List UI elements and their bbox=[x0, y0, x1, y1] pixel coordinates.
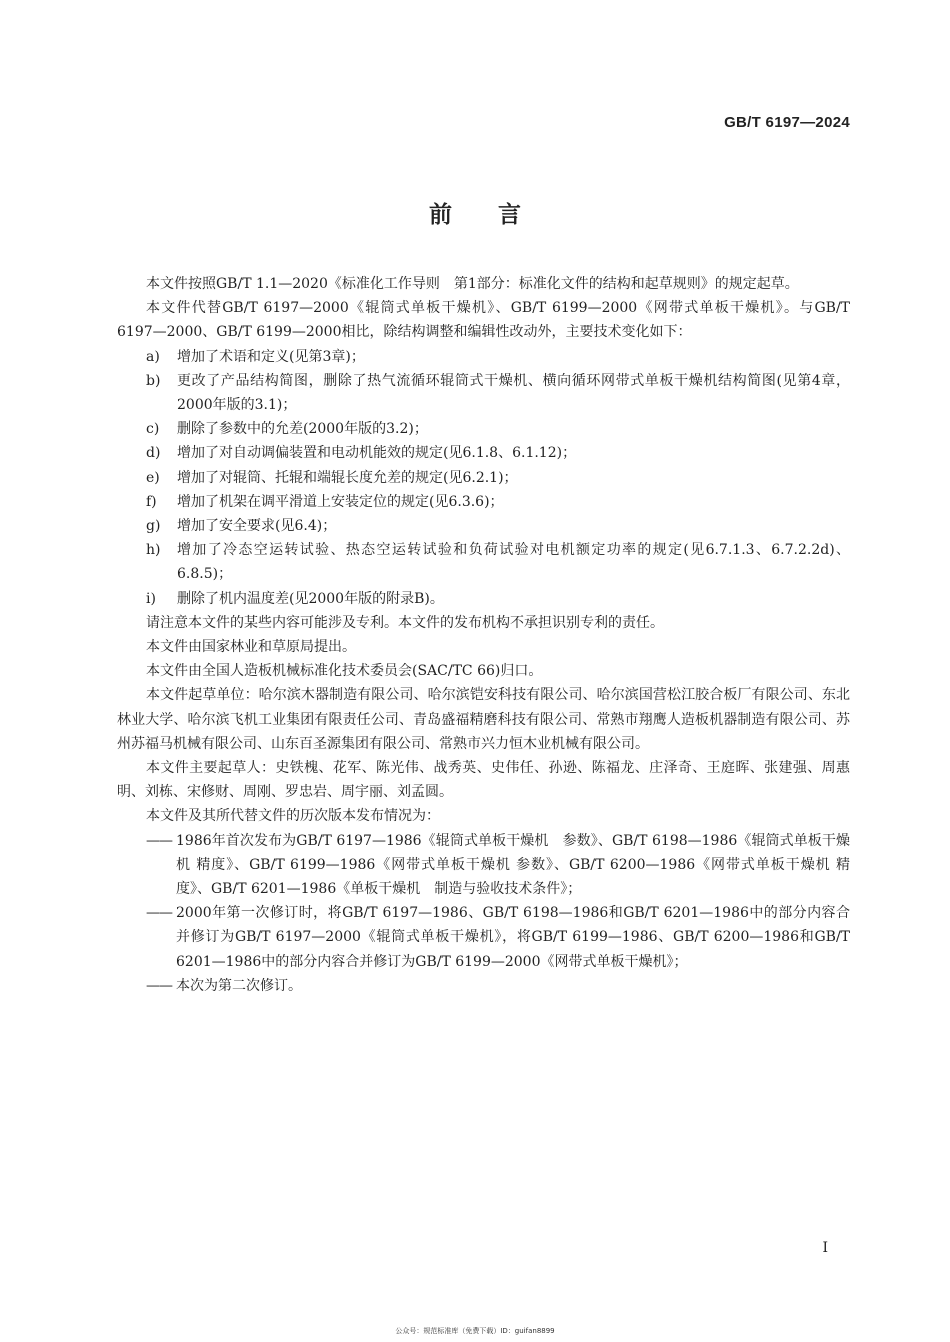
paragraph: 本文件代替GB/T 6197—2000《辊筒式单板干燥机》、GB/T 6199—2000《网带式单板干燥机》。与GB/T 6197—2000、GB/T 6199—2000相比，除结构调整和编辑性改动外，主要技术变化如下： bbox=[117, 300, 850, 341]
list-marker: i) bbox=[146, 590, 156, 607]
list-marker: a) bbox=[146, 348, 160, 365]
paragraph: 本文件由全国人造板机械标准化技术委员会(SAC/TC 66)归口。 bbox=[146, 663, 543, 680]
document-body bbox=[117, 272, 850, 998]
paragraph: 本文件由国家林业和草原局提出。 bbox=[146, 639, 356, 656]
list-item-text: 1986年首次发布为GB/T 6197—1986《辊筒式单板干燥机 参数》、GB/T 6198—1986《辊筒式单板干燥机 精度》、GB/T 6199—1986《网带式单板干燥机 参数》、GB/T 6200—1986《网带式单板干燥机 精度》、GB/T 6201—1986《单板干燥机 制造与验收技术条件》； bbox=[176, 832, 850, 898]
paragraph: 请注意本文件的某些内容可能涉及专利。本文件的发布机构不承担识别专利的责任。 bbox=[146, 614, 664, 631]
list-item bbox=[117, 974, 850, 998]
list-item bbox=[117, 417, 850, 441]
paragraph: 本文件及其所代替文件的历次版本发布情况为： bbox=[146, 808, 440, 825]
list-item bbox=[117, 587, 850, 611]
list-item-text: 增加了机架在调平滑道上安装定位的规定(见6.3.6)； bbox=[177, 493, 504, 510]
list-marker: g) bbox=[146, 518, 161, 535]
footer-note: 公众号：规范标准库（免费下载）ID：guifan8899 bbox=[395, 1327, 555, 1335]
list-item-text: 增加了冷态空运转试验、热态空运转试验和负荷试验对电机额定功率的规定(见6.7.1.3、6.7.2.2d)、6.8.5)； bbox=[177, 542, 850, 583]
list-marker: b) bbox=[146, 372, 161, 389]
dash-marker: —— bbox=[146, 905, 172, 922]
list-item-text: 删除了机内温度差(见2000年版的附录B)。 bbox=[177, 590, 444, 607]
list-item-text: 增加了安全要求(见6.4)； bbox=[177, 518, 337, 535]
list-item bbox=[117, 369, 850, 417]
list-marker: h) bbox=[146, 542, 161, 559]
list-item bbox=[117, 441, 850, 465]
list-item-text: 增加了术语和定义(见第3章)； bbox=[177, 348, 365, 365]
list-marker: c) bbox=[146, 421, 160, 438]
list-item-text: 增加了对自动调偏装置和电动机能效的规定(见6.1.8、6.1.12)； bbox=[177, 445, 577, 462]
list-marker: d) bbox=[146, 445, 161, 462]
list-item-text: 本次为第二次修订。 bbox=[176, 977, 302, 994]
list-item-text: 删除了参数中的允差(2000年版的3.2)； bbox=[177, 421, 428, 438]
list-item bbox=[117, 901, 850, 974]
dash-marker: —— bbox=[146, 832, 172, 849]
list-marker: f) bbox=[146, 493, 157, 510]
history-list bbox=[117, 829, 850, 998]
list-marker: e) bbox=[146, 469, 160, 486]
dash-marker: —— bbox=[146, 977, 172, 994]
paragraph: 本文件起草单位：哈尔滨木器制造有限公司、哈尔滨铠安科技有限公司、哈尔滨国营松江胶合板厂有限公司、东北林业大学、哈尔滨飞机工业集团有限责任公司、青岛盛福精磨科技有限公司、常熟市翔鹰人造板机器制造有限公司、苏州苏福马机械有限公司、山东百圣源集团有限公司、常熟市兴力恒木业机械有限公司。 bbox=[117, 687, 850, 752]
changes-list bbox=[117, 345, 850, 611]
page-title: 前言 bbox=[429, 202, 567, 228]
list-item-text: 增加了对辊筒、托辊和端辊长度允差的规定(见6.2.1)； bbox=[177, 469, 518, 486]
list-item bbox=[117, 538, 850, 586]
list-item-text: 2000年第一次修订时，将GB/T 6197—1986、GB/T 6198—1986和GB/T 6201—1986中的部分内容合并修订为GB/T 6197—2000《辊筒式单板干燥机》，将GB/T 6199—1986、GB/T 6200—1986和GB/T 6201—1986中的部分内容合并修订为GB/T 6199—2000《网带式单板干燥机》； bbox=[176, 905, 850, 970]
list-item bbox=[117, 829, 850, 902]
list-item bbox=[117, 490, 850, 514]
document-code: GB/T 6197—2024 bbox=[724, 114, 850, 131]
list-item-text: 更改了产品结构简图，删除了热气流循环辊筒式干燥机、横向循环网带式单板干燥机结构简图(见第4章，2000年版的3.1)； bbox=[177, 372, 850, 414]
list-item bbox=[117, 514, 850, 538]
list-item bbox=[117, 466, 850, 490]
paragraph: 本文件主要起草人：史铁槐、花军、陈光伟、战秀英、史伟任、孙逊、陈福龙、庄泽奇、王庭晖、张建强、周惠明、刘栋、宋修财、周刚、罗忠岩、周宇丽、刘孟圆。 bbox=[117, 760, 850, 801]
paragraph: 本文件按照GB/T 1.1—2020《标准化工作导则 第1部分：标准化文件的结构和起草规则》的规定起草。 bbox=[146, 276, 799, 292]
list-item bbox=[117, 345, 850, 369]
page-number: I bbox=[822, 1240, 828, 1256]
